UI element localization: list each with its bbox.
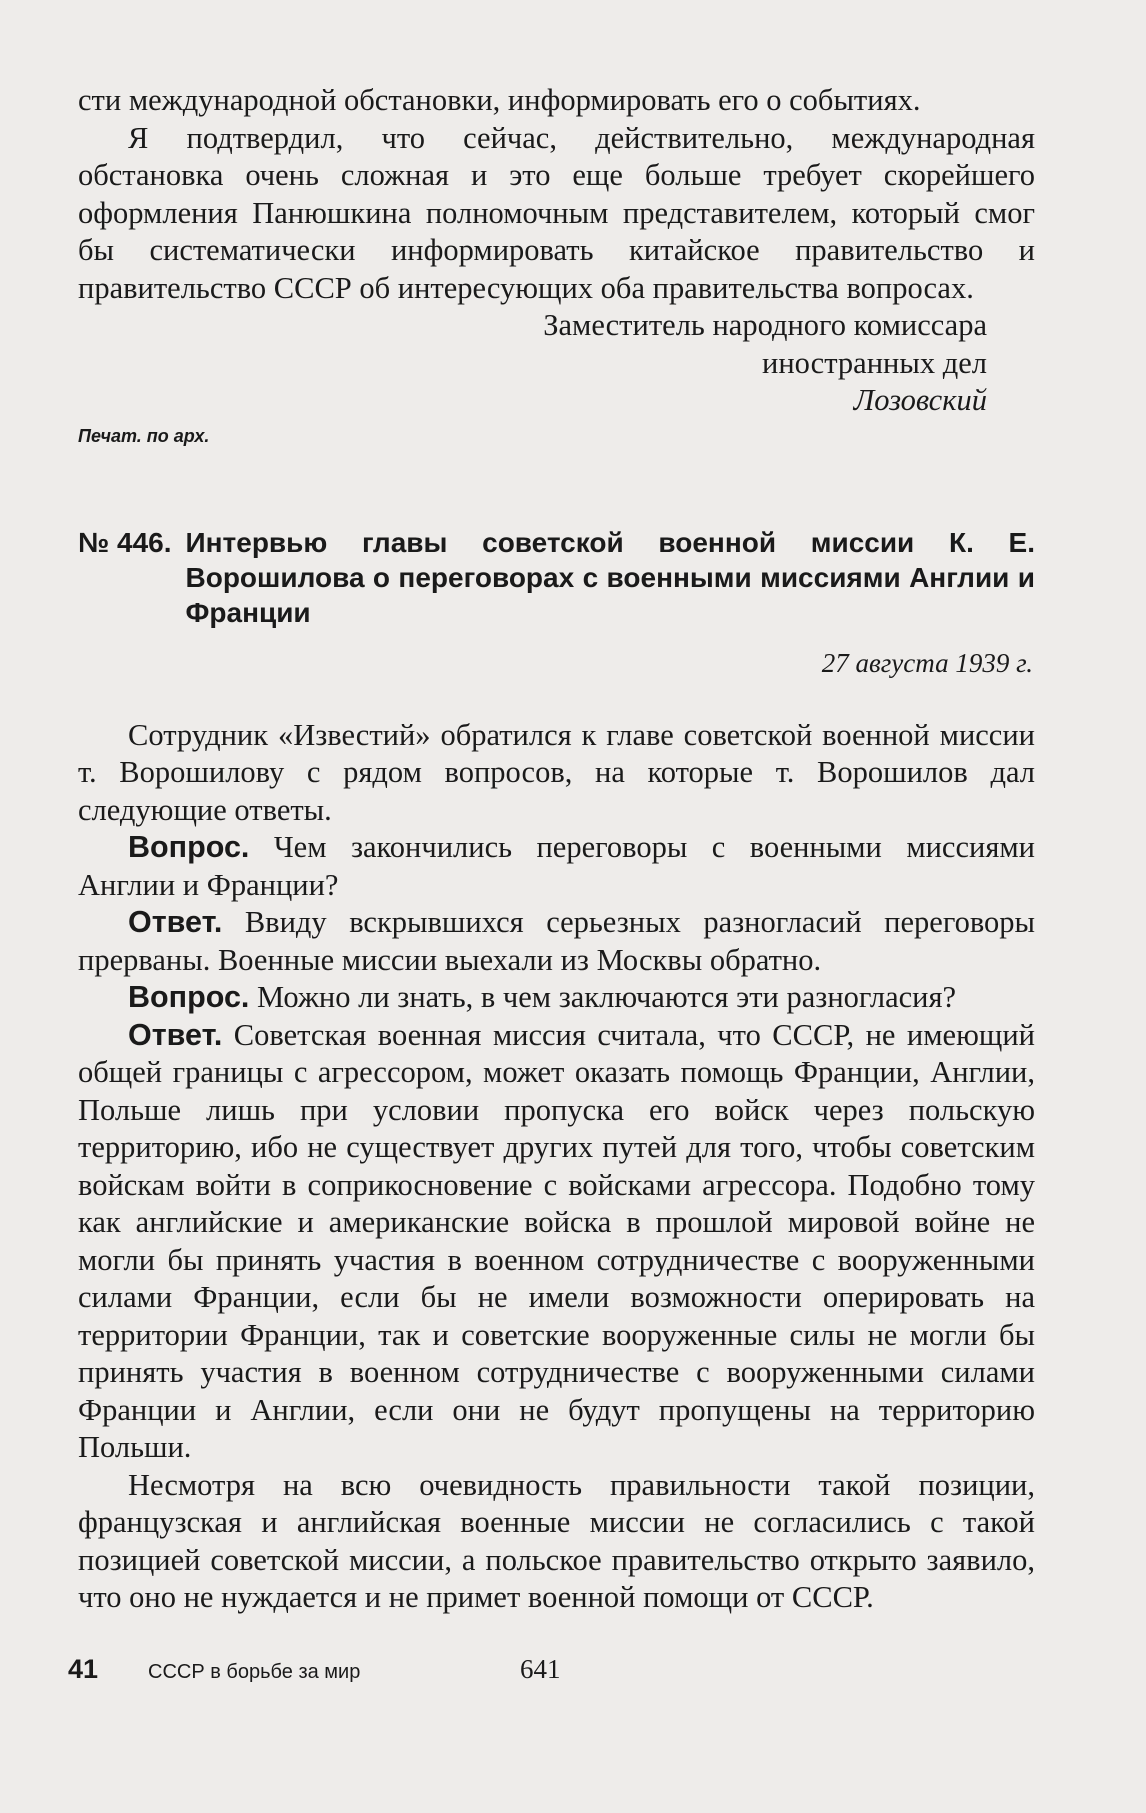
source-note: Печат. по арх. — [78, 425, 210, 446]
signature-block — [78, 307, 1035, 420]
document-page — [78, 82, 1035, 1617]
answer-2 — [78, 1017, 1035, 1467]
document-date: 27 августа 1939 г. — [821, 647, 1033, 678]
page-number: 641 — [520, 1654, 561, 1684]
paragraph-confirmation: Я подтвердил, что сейчас, действительно, международная обстановка очень сложная и это еще больше требует скорейшего оформления Панюшкина полномочным представителем, который смог бы систематически информировать китайское правительство и правительство СССР об интересующих оба правительства вопросах. — [78, 120, 1035, 305]
question-1 — [78, 829, 1035, 904]
answer-label: Ответ. — [128, 1017, 223, 1052]
question-label: Вопрос. — [128, 830, 250, 864]
page-footer — [68, 1654, 768, 1685]
answer-1 — [78, 904, 1035, 979]
paragraph-intro: Сотрудник «Известий» обратился к главе советской военной миссии т. Ворошилову с рядом вопросов, на которые т. Ворошилов дал следующие ответы. — [78, 717, 1035, 827]
signature-name: Лозовский — [853, 383, 987, 417]
paragraph-closing: Несмотря на всю очевидность правильности такой позиции, французская и английская военные миссии не согласились с такой позицией советской миссии, а польское правительство открыто заявило, что оно не нуждается и не примет военной помощи от СССР. — [78, 1467, 1035, 1614]
signature-title-line1: Заместитель народного комиссара — [543, 308, 987, 342]
question-label: Вопрос. — [128, 980, 250, 1014]
footer-signature-mark: 41 — [68, 1654, 99, 1684]
document-number: № 446. — [78, 526, 172, 558]
signature-title-line2: иностранных дел — [762, 345, 987, 380]
question-2-text: Можно ли знать, в чем заключаются эти разногласия? — [257, 980, 957, 1014]
answer-1-text: Ввиду вскрывшихся серьезных разногласий переговоры прерваны. Военные миссии выехали из Москвы обратно. — [78, 905, 1036, 977]
question-1-text: Чем закончились переговоры с военными миссиями Англии и Франции? — [78, 830, 1035, 902]
document-title: Интервью главы советской военной миссии К. Е. Ворошилова о переговорах с военными миссиями Англии и Франции — [185, 526, 1035, 628]
paragraph-continuation: сти международной обстановки, информировать его о событиях. — [78, 83, 921, 117]
document-heading — [78, 525, 1035, 630]
footer-book-title: СССР в борьбе за мир — [148, 1661, 361, 1683]
question-2 — [78, 979, 1035, 1017]
answer-label: Ответ. — [128, 905, 223, 939]
answer-2-text: Советская военная миссия считала, что СССР, не имеющий общей границы с агрессором, может оказать помощь Франции, Англии, Польше лишь при условии пропуска его войск через польскую территорию, ибо не существует других путей для того, чтобы советским войскам войти в соприкосновение с войсками агрессора. Подобно тому как английские и американские войска в прошлой мировой войне не могли бы принять участия в военном сотрудничестве с вооруженными силами Франции, если бы не имели возможности оперировать на территории Франции, так и советские вооруженные силы не могли бы принять участия в военном сотрудничестве с вооруженными силами Франции и Англии, если они не будут пропущены на территорию Польши. — [78, 1017, 1035, 1464]
